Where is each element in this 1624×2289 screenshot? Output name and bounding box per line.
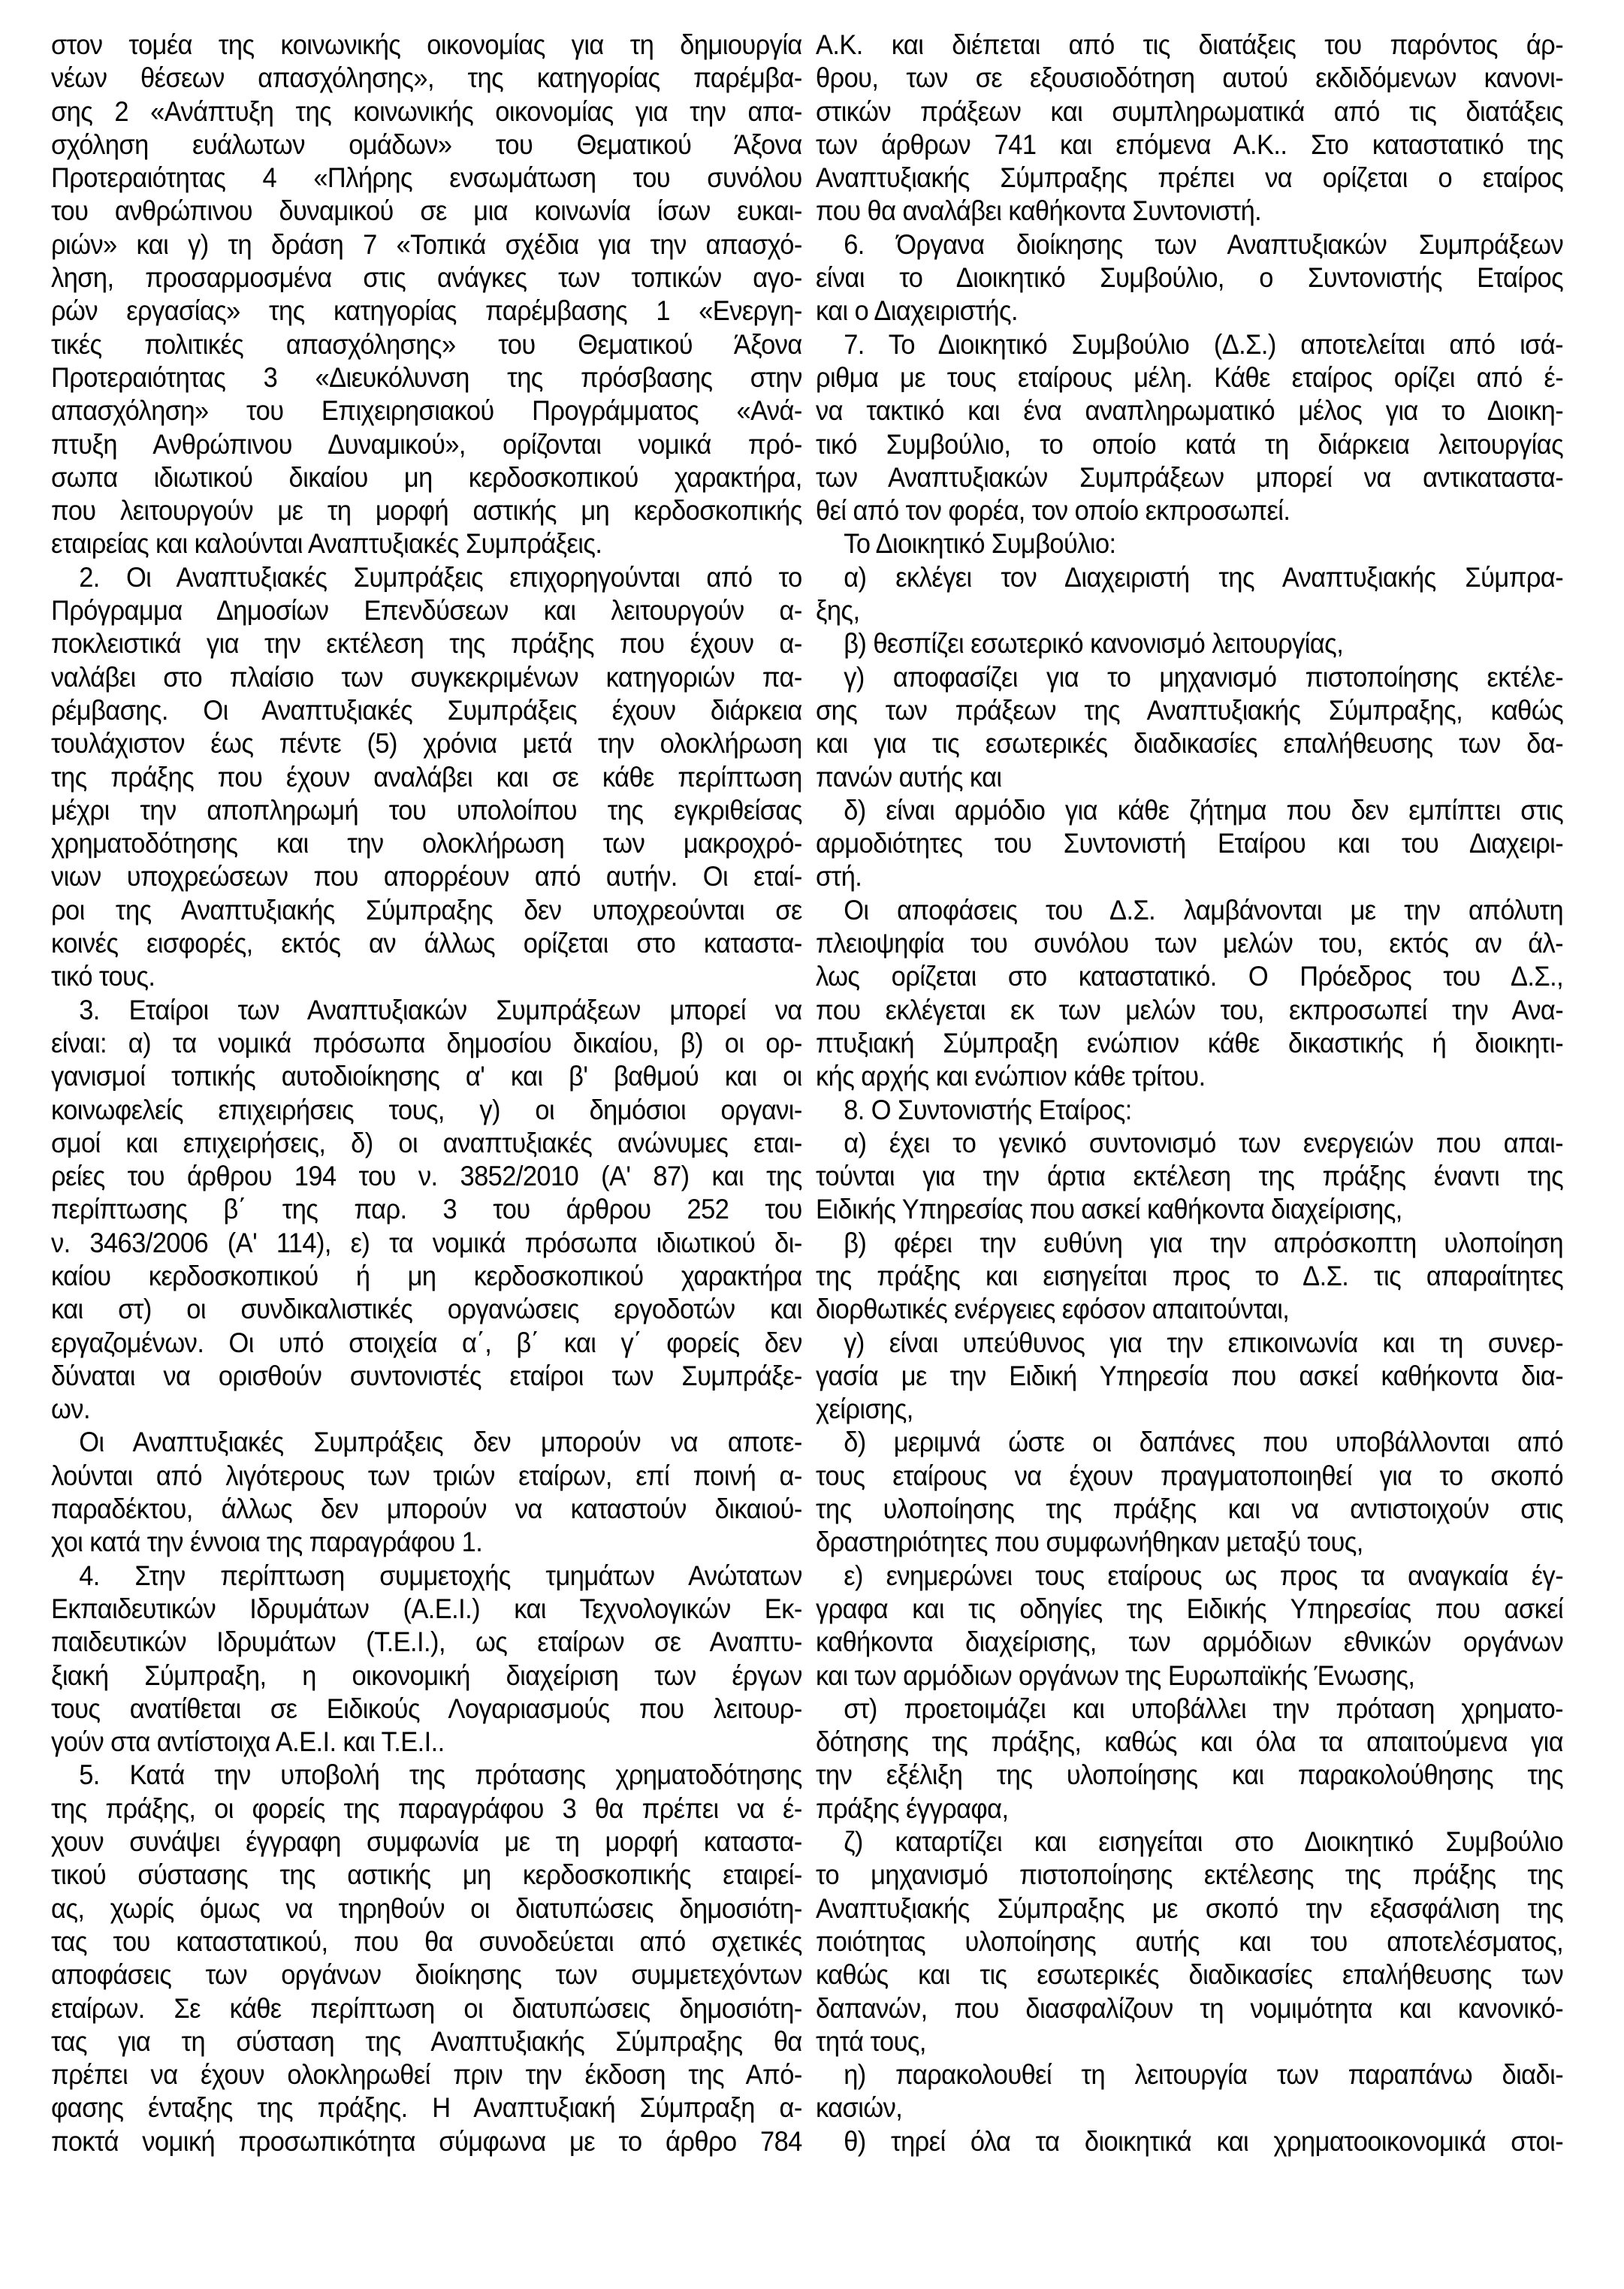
text-line: σωπα ιδιωτικού δικαίου μη κερδοσκοπικού χαρακτήρα, [51, 461, 802, 493]
text-line: 8. Ο Συντονιστής Εταίρος: [844, 1094, 1132, 1125]
text-line: και στ) οι συνδικαλιστικές οργανώσεις εργοδοτών και [51, 1294, 802, 1325]
text-line: ληση, προσαρμοσμένα στις ανάγκες των τοπικών αγο- [51, 262, 802, 294]
text-line: Αναπτυξιακής Σύμπραξης πρέπει να ορίζεται ο εταίρος [816, 162, 1564, 194]
text-line: ριών» και γ) τη δράση 7 «Τοπικά σχέδια για την απασχό- [51, 228, 802, 260]
text-line: χουν συνάψει έγγραφη συμφωνία με τη μορφή καταστα- [51, 1826, 802, 1858]
text-line: λούνται από λιγότερους των τριών εταίρων, επί ποινή α- [51, 1460, 802, 1491]
text-line: που εκλέγεται εκ των μελών του, εκπροσωπεί την Ανα- [816, 994, 1564, 1025]
text-line: χείρισης, [816, 1394, 913, 1425]
text-line: 7. Το Διοικητικό Συμβούλιο (Δ.Σ.) αποτελείται από ισά- [844, 328, 1564, 360]
text-line: την εξέλιξη της υλοποίησης και παρακολούθησης της [816, 1759, 1564, 1791]
text-line: του ανθρώπινου δυναμικού σε μια κοινωνία ίσων ευκαι- [51, 195, 802, 227]
text-line: δαπανών, που διασφαλίζουν τη νομιμότητα και κανονικό- [816, 1992, 1564, 2024]
text-line: θ) τηρεί όλα τα διοικητικά και χρηματοοικονομικά στοι- [844, 2125, 1564, 2157]
text-line: να τακτικό και ένα αναπληρωματικό μέλος για το Διοικη- [816, 395, 1564, 427]
text-line: γ) αποφασίζει για το μηχανισμό πιστοποίησης εκτέλε- [844, 661, 1564, 693]
text-line: γανισμοί τοπικής αυτοδιοίκησης α' και β' βαθμού και οι [51, 1061, 802, 1092]
text-line: τουλάχιστον έως πέντε (5) χρόνια μετά την ολοκλήρωση [51, 728, 802, 759]
text-line: τας για τη σύσταση της Αναπτυξιακής Σύμπραξης θα [51, 2025, 802, 2057]
text-line: αποφάσεις των οργάνων διοίκησης των συμμετεχόντων [51, 1959, 802, 1991]
text-line: δ) είναι αρμόδιο για κάθε ζήτημα που δεν εμπίπτει στις [844, 794, 1564, 826]
text-line: τους ανατίθεται σε Ειδικούς Λογαριασμούς που λειτουρ- [51, 1693, 802, 1724]
text-line: κασιών, [816, 2092, 903, 2124]
text-line: τικό τους. [51, 961, 155, 992]
text-line: Πρόγραμμα Δημοσίων Επενδύσεων και λειτουργούν α- [51, 595, 802, 627]
text-line: 3. Εταίροι των Αναπτυξιακών Συμπράξεων μπορεί να [79, 994, 802, 1025]
text-line: κοινές εισφορές, εκτός αν άλλως ορίζεται στο καταστα- [51, 928, 802, 959]
text-line: ποκτά νομική προσωπικότητα σύμφωνα με το άρθρο 784 [51, 2125, 802, 2157]
text-line: ας, χωρίς όμως να τηρηθούν οι διατυπώσεις δημοσιότη- [51, 1892, 802, 1924]
text-line: σης 2 «Ανάπτυξη της κοινωνικής οικονομίας για την απα- [51, 95, 802, 127]
text-line: καθώς και τις εσωτερικές διαδικασίες επαλήθευσης των [816, 1959, 1564, 1991]
text-line: γούν στα αντίστοιχα Α.Ε.Ι. και Τ.Ε.Ι.. [51, 1726, 445, 1758]
text-line: 5. Κατά την υποβολή της πρότασης χρηματοδότησης [79, 1759, 802, 1791]
text-line: της υλοποίησης της πράξης και να αντιστοιχούν στις [816, 1493, 1564, 1525]
text-line: τούνται για την άρτια εκτέλεση της πράξης έναντι της [816, 1161, 1564, 1192]
text-line: β) θεσπίζει εσωτερικό κανονισμό λειτουργίας, [844, 628, 1344, 660]
text-line: σχόληση ευάλωτων ομάδων» του Θεματικού Άξονα [51, 128, 802, 160]
text-line: τικό Συμβούλιο, το οποίο κατά τη διάρκεια λειτουργίας [816, 428, 1564, 460]
text-line: φασης ένταξης της πράξης. Η Αναπτυξιακή Σύμπραξη α- [51, 2092, 802, 2124]
text-line: της πράξης που έχουν αναλάβει και σε κάθε περίπτωση [51, 761, 802, 793]
text-line: γραφα και τις οδηγίες της Ειδικής Υπηρεσίας που ασκεί [816, 1593, 1564, 1624]
text-line: πρέπει να έχουν ολοκληρωθεί πριν την έκδοση της Από- [51, 2059, 802, 2091]
text-line: τητά τους, [816, 2025, 926, 2057]
text-line: 4. Στην περίπτωση συμμετοχής τμημάτων Ανώτατων [79, 1560, 802, 1591]
text-line: ξιακή Σύμπραξη, η οικονομική διαχείριση των έργων [51, 1659, 802, 1691]
text-line: 6. Όργανα διοίκησης των Αναπτυξιακών Συμπράξεων [844, 228, 1564, 260]
text-line: κοινωφελείς επιχειρήσεις τους, γ) οι δημόσιοι οργανι- [51, 1094, 802, 1125]
text-line: της πράξης και εισηγείται προς το Δ.Σ. τις απαραίτητες [816, 1260, 1564, 1291]
text-line: είναι το Διοικητικό Συμβούλιο, ο Συντονιστής Εταίρος [816, 262, 1564, 294]
text-line: των άρθρων 741 και επόμενα Α.Κ.. Στο καταστατικό της [816, 128, 1564, 160]
text-line: δότησης της πράξης, καθώς και όλα τα απαιτούμενα για [816, 1726, 1564, 1758]
text-line: σμοί και επιχειρήσεις, δ) οι αναπτυξιακές ανώνυμες εται- [51, 1127, 802, 1158]
text-line: και ο Διαχειριστής. [816, 295, 1018, 327]
text-line: Αναπτυξιακής Σύμπραξης με σκοπό την εξασφάλιση της [816, 1892, 1564, 1924]
text-line: γ) είναι υπεύθυνος για την επικοινωνία και τη συνερ- [844, 1327, 1564, 1358]
text-line: ρέμβασης. Οι Αναπτυξιακές Συμπράξεις έχουν διάρκεια [51, 694, 802, 726]
text-line: πτυξιακή Σύμπραξη ενώπιον κάθε δικαστικής ή διοικητι- [816, 1027, 1564, 1058]
text-line: διορθωτικές ενέργειες εφόσον απαιτούνται, [816, 1294, 1290, 1325]
text-line: πράξης έγγραφα, [816, 1792, 1009, 1824]
left-text-column [51, 29, 802, 2158]
text-line: εργαζομένων. Οι υπό στοιχεία α΄, β΄ και γ΄ φορείς δεν [51, 1327, 802, 1358]
text-line: νιων υποχρεώσεων που απορρέουν από αυτήν. Οι εταί- [51, 861, 802, 892]
text-line: χρηματοδότησης και την ολοκλήρωση των μακροχρό- [51, 828, 802, 859]
text-line: η) παρακολουθεί τη λειτουργία των παραπάνω διαδι- [844, 2059, 1564, 2091]
text-line: θρου, των σε εξουσιοδότηση αυτού εκδιδόμενων κανονι- [816, 62, 1564, 94]
text-line: γασία με την Ειδική Υπηρεσία που ασκεί καθήκοντα δια- [816, 1360, 1564, 1391]
text-line: δύναται να ορισθούν συντονιστές εταίροι των Συμπράξε- [51, 1360, 802, 1391]
text-line: στον τομέα της κοινωνικής οικονομίας για τη δημιουργία [51, 29, 802, 60]
text-line: απασχόληση» του Επιχειρησιακού Προγράμματος «Ανά- [51, 395, 802, 427]
text-line: της πράξης, οι φορείς της παραγράφου 3 θα πρέπει να έ- [51, 1792, 802, 1824]
text-line: παιδευτικών Ιδρυμάτων (Τ.Ε.Ι.), ως εταίρων σε Αναπτυ- [51, 1626, 802, 1658]
text-line: Εκπαιδευτικών Ιδρυμάτων (Α.Ε.Ι.) και Τεχνολογικών Εκ- [51, 1593, 802, 1624]
text-line: μέχρι την αποπληρωμή του υπολοίπου της εγκριθείσας [51, 794, 802, 826]
text-line: δ) μεριμνά ώστε οι δαπάνες που υποβάλλονται από [844, 1427, 1564, 1458]
right-text-column [816, 29, 1567, 2158]
text-line: πανών αυτής και [816, 761, 1002, 793]
text-line: τους εταίρους να έχουν πραγματοποιηθεί για το σκοπό [816, 1460, 1564, 1491]
text-line: θεί από τον φορέα, τον οποίο εκπροσωπεί. [816, 495, 1290, 527]
text-line: τικές πολιτικές απασχόλησης» του Θεματικού Άξονα [51, 328, 802, 360]
text-line: πλειοψηφία του συνόλου των μελών του, εκτός αν άλ- [816, 928, 1564, 959]
text-line: στικών πράξεων και συμπληρωματικά από τις διατάξεις [816, 95, 1564, 127]
text-line: ρείες του άρθρου 194 του ν. 3852/2010 (Α' 87) και της [51, 1161, 802, 1192]
text-line: στ) προετοιμάζει και υποβάλλει την πρόταση χρηματο- [844, 1693, 1564, 1724]
text-line: 2. Οι Αναπτυξιακές Συμπράξεις επιχορηγούνται από το [79, 561, 802, 593]
text-line: λως ορίζεται στο καταστατικό. Ο Πρόεδρος του Δ.Σ., [816, 961, 1564, 992]
text-line: που λειτουργούν με τη μορφή αστικής μη κερδοσκοπικής [51, 495, 802, 527]
text-line: ν. 3463/2006 (Α' 114), ε) τα νομικά πρόσωπα ιδιωτικού δι- [51, 1227, 802, 1258]
text-line: Οι Αναπτυξιακές Συμπράξεις δεν μπορούν να αποτε- [79, 1427, 802, 1458]
text-line: Προτεραιότητας 4 «Πλήρης ενσωμάτωση του συνόλου [51, 162, 802, 194]
text-line: κής αρχής και ενώπιον κάθε τρίτου. [816, 1061, 1206, 1092]
text-line: στή. [816, 861, 862, 892]
text-line: καίου κερδοσκοπικού ή μη κερδοσκοπικού χαρακτήρα [51, 1260, 802, 1291]
text-line: ρών εργασίας» της κατηγορίας παρέμβασης 1 «Ενεργη- [51, 295, 802, 327]
text-line: ποιότητας υλοποίησης αυτής και του αποτελέσματος, [816, 1925, 1564, 1957]
text-line: τικού σύστασης της αστικής μη κερδοσκοπικής εταιρεί- [51, 1859, 802, 1891]
text-line: ποκλειστικά για την εκτέλεση της πράξης που έχουν α- [51, 628, 802, 660]
text-line: εταιρείας και καλούνται Αναπτυξιακές Συμπράξεις. [51, 528, 602, 560]
text-line: ε) ενημερώνει τους εταίρους ως προς τα αναγκαία έγ- [844, 1560, 1564, 1591]
text-line: είναι: α) τα νομικά πρόσωπα δημοσίου δικαίου, β) οι ορ- [51, 1027, 802, 1058]
text-line: Οι αποφάσεις του Δ.Σ. λαμβάνονται με την απόλυτη [844, 894, 1564, 926]
text-line: των Αναπτυξιακών Συμπράξεων μπορεί να αντικαταστα- [816, 461, 1564, 493]
text-line: ων. [51, 1394, 90, 1425]
text-line: καθήκοντα διαχείρισης, των αρμόδιων εθνικών οργάνων [816, 1626, 1564, 1658]
text-line: χοι κατά την έννοια της παραγράφου 1. [51, 1527, 483, 1558]
text-line: ζ) καταρτίζει και εισηγείται στο Διοικητικό Συμβούλιο [844, 1826, 1564, 1858]
text-line: σης των πράξεων της Αναπτυξιακής Σύμπραξης, καθώς [816, 694, 1564, 726]
text-line: ροι της Αναπτυξιακής Σύμπραξης δεν υποχρεούνται σε [51, 894, 802, 926]
text-line: Το Διοικητικό Συμβούλιο: [844, 528, 1116, 560]
text-line: τας του καταστατικού, που θα συνοδεύεται από σχετικές [51, 1925, 802, 1957]
text-line: α) εκλέγει τον Διαχειριστή της Αναπτυξιακής Σύμπρα- [844, 561, 1564, 593]
text-line: Α.Κ. και διέπεται από τις διατάξεις του παρόντος άρ- [816, 29, 1564, 60]
text-line: Ειδικής Υπηρεσίας που ασκεί καθήκοντα διαχείρισης, [816, 1194, 1402, 1225]
text-line: που θα αναλάβει καθήκοντα Συντονιστή. [816, 195, 1262, 227]
text-line: πτυξη Ανθρώπινου Δυναμικού», ορίζονται νομικά πρό- [51, 428, 802, 460]
text-line: α) έχει το γενικό συντονισμό των ενεργειών που απαι- [844, 1127, 1564, 1158]
text-line: ναλάβει στο πλαίσιο των συγκεκριμένων κατηγοριών πα- [51, 661, 802, 693]
text-line: β) φέρει την ευθύνη για την απρόσκοπτη υλοποίηση [844, 1227, 1564, 1258]
text-line: δραστηριότητες που συμφωνήθηκαν μεταξύ τους, [816, 1527, 1363, 1558]
text-line: παραδέκτου, άλλως δεν μπορούν να καταστούν δικαιού- [51, 1493, 802, 1525]
text-line: περίπτωσης β΄ της παρ. 3 του άρθρου 252 του [51, 1194, 802, 1225]
text-line: Προτεραιότητας 3 «Διευκόλυνση της πρόσβασης στην [51, 361, 802, 393]
text-line: ξης, [816, 595, 860, 627]
text-line: εταίρων. Σε κάθε περίπτωση οι διατυπώσεις δημοσιότη- [51, 1992, 802, 2024]
text-line: αρμοδιότητες του Συντονιστή Εταίρου και του Διαχειρι- [816, 828, 1564, 859]
text-line: και των αρμόδιων οργάνων της Ευρωπαϊκής Ένωσης, [816, 1659, 1415, 1691]
text-line: νέων θέσεων απασχόλησης», της κατηγορίας παρέμβα- [51, 62, 802, 94]
text-line: και για τις εσωτερικές διαδικασίες επαλήθευσης των δα- [816, 728, 1564, 759]
text-line: ριθμα με τους εταίρους μέλη. Κάθε εταίρος ορίζει από έ- [816, 361, 1564, 393]
text-line: το μηχανισμό πιστοποίησης εκτέλεσης της πράξης της [816, 1859, 1564, 1891]
